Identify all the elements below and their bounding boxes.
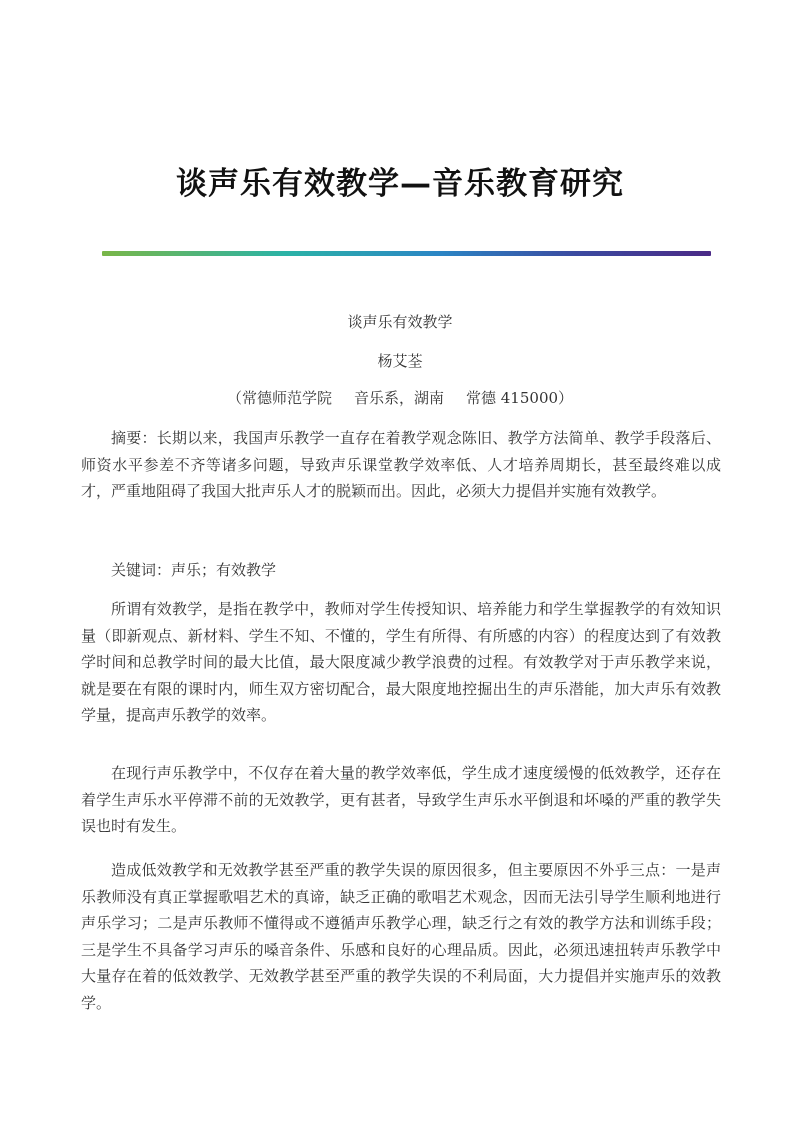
affiliation-department: 音乐系，湖南 bbox=[353, 389, 444, 407]
affiliation-institution: （常德师范学院 bbox=[226, 389, 332, 407]
body-paragraph-3: 造成低效教学和无效教学甚至严重的教学失误的原因很多，但主要原因不外乎三点：一是声乐教师没有真正掌握歌唱艺术的真谛，缺乏正确的歌唱艺术观念，因而无法引导学生顺利地进行声乐学习；二是声乐教师不懂得或不遵循声乐教学心理，缺乏行之有效的教学方法和训练手段；三是学生不具备学习声乐的嗓音条件、乐感和良好的心理品质。因此，必须迅速扭转声乐教学中大量存在着的低效教学、无效教学甚至严重的教学失误的不利局面，大力提倡并实施声乐的效教学。 bbox=[81, 861, 721, 1012]
title-divider bbox=[102, 251, 711, 256]
body-paragraph-2: 在现行声乐教学中，不仅存在着大量的教学效率低，学生成才速度缓慢的低效教学，还存在着学生声乐水平停滞不前的无效教学，更有甚者，导致学生声乐水平倒退和坏嗓的严重的教学失误也时有发生。 bbox=[81, 764, 721, 835]
body-paragraph-1: 所谓有效教学，是指在教学中，教师对学生传授知识、培养能力和学生掌握教学的有效知识量（即新观点、新材料、学生不知、不懂的，学生有所得、有所感的内容）的程度达到了有效教学时间和总教学时间的最大比值，最大限度减少教学浪费的过程。有效教学对于声乐教学来说，就是要在有限的课时内，师生双方密切配合，最大限度地控掘出生的声乐潜能，加大声乐有效教学量，提高声乐教学的效率。 bbox=[81, 600, 721, 724]
affiliation-city: 常德 415000） bbox=[466, 389, 574, 407]
article-subtitle: 谈声乐有效教学 bbox=[347, 313, 453, 331]
author-name: 杨艾荃 bbox=[377, 352, 423, 370]
page-title: 谈声乐有效教学—音乐教育研究 bbox=[176, 166, 624, 202]
author-affiliation bbox=[0, 387, 800, 408]
keywords-line: 关键词：声乐；有效教学 bbox=[111, 561, 277, 579]
abstract-paragraph: 摘要：长期以来，我国声乐教学一直存在着教学观念陈旧、教学方法简单、教学手段落后、师资水平参差不齐等诸多问题，导致声乐课堂教学效率低、人才培养周期长，甚至最终难以成才，严重地阻碍了我国大批声乐人才的脱颖而出。因此，必须大力提倡并实施有效教学。 bbox=[81, 429, 721, 500]
